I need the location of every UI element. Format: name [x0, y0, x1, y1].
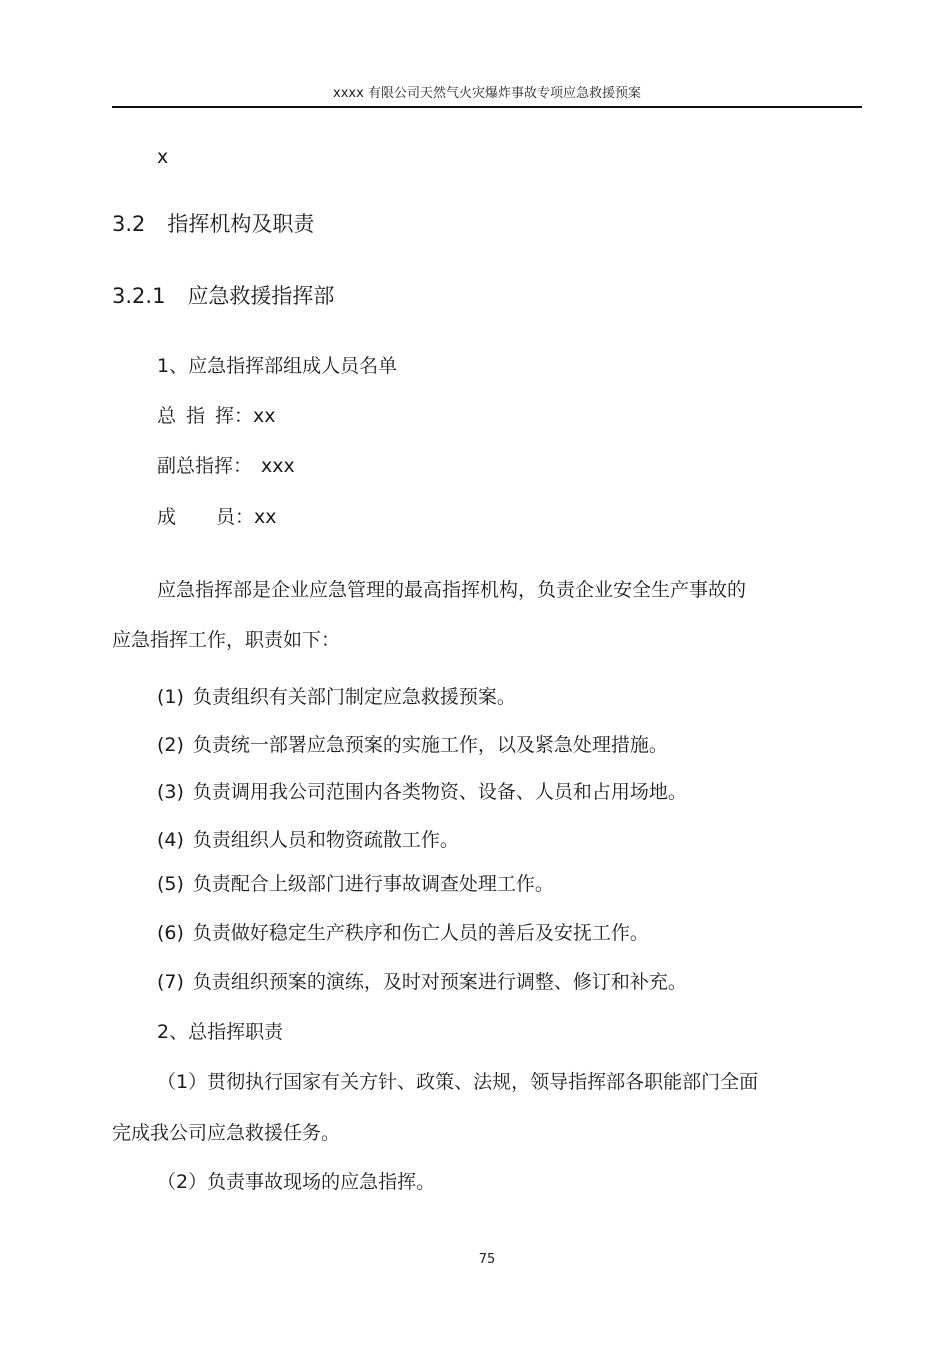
roster-chief — [157, 404, 276, 428]
header-divider — [112, 106, 862, 108]
duty-text: 负责做好稳定生产秩序和伤亡人员的善后及安抚工作。 — [192, 922, 649, 944]
subsection-heading — [112, 283, 334, 309]
roster-member-label-first: 成 — [157, 506, 177, 528]
duty-number: (1) — [157, 686, 184, 708]
duty-text: 负责组织有关部门制定应急救援预案。 — [192, 686, 516, 708]
duty-number: (5) — [157, 873, 184, 895]
chief-duties-heading: 2、总指挥职责 — [157, 1021, 284, 1043]
leading-text: x — [157, 146, 169, 168]
section-number: 3.2 — [112, 212, 146, 236]
duty-item-3 — [157, 780, 687, 804]
roster-chief-label-3: 挥： — [215, 405, 254, 427]
section-heading — [112, 211, 314, 237]
roster-chief-label-2: 指 — [186, 405, 206, 427]
subsection-number: 3.2.1 — [112, 284, 166, 308]
intro-line-2: 应急指挥工作，职责如下： — [112, 629, 341, 651]
duty-item-4 — [157, 828, 459, 852]
intro-line-1: 应急指挥部是企业应急管理的最高指挥机构，负责企业安全生产事故的 — [157, 579, 747, 601]
duty-item-7 — [157, 970, 687, 994]
roster-chief-label-1: 总 — [157, 405, 177, 427]
duty-text: 负责组织预案的演练，及时对预案进行调整、修订和补充。 — [192, 971, 687, 993]
roster-member-label-last: 员： — [216, 506, 255, 528]
duty-item-6 — [157, 921, 649, 945]
chief-duty-1-line-2: 完成我公司应急救援任务。 — [112, 1122, 341, 1144]
duty-number: (6) — [157, 922, 184, 944]
duty-number: (4) — [157, 829, 184, 851]
duty-text: 负责统一部署应急预案的实施工作，以及紧急处理措施。 — [192, 734, 668, 756]
page-number: 75 — [478, 1252, 496, 1267]
page-header-title: xxxx 有限公司天然气火灾爆炸事故专项应急救援预案 — [333, 86, 641, 101]
duty-item-1 — [157, 685, 516, 709]
chief-duty-1-line-1: （1）贯彻执行国家有关方针、政策、法规，领导指挥部各职能部门全面 — [157, 1071, 759, 1093]
duty-text: 负责组织人员和物资疏散工作。 — [192, 829, 459, 851]
chief-duty-2: （2）负责事故现场的应急指挥。 — [157, 1171, 436, 1193]
section-title: 指挥机构及职责 — [167, 212, 315, 236]
duty-text: 负责配合上级部门进行事故调查处理工作。 — [192, 873, 554, 895]
roster-deputy-label: 副总指挥： — [157, 455, 253, 477]
roster-member — [157, 505, 277, 529]
roster-deputy-value: xxx — [261, 455, 295, 477]
duty-item-5 — [157, 872, 554, 896]
subsection-title: 应急救援指挥部 — [187, 284, 335, 308]
duty-number: (2) — [157, 734, 184, 756]
roster-deputy — [157, 454, 295, 478]
roster-chief-value: xx — [253, 405, 276, 427]
duty-text: 负责调用我公司范围内各类物资、设备、人员和占用场地。 — [192, 781, 687, 803]
duty-number: (7) — [157, 971, 184, 993]
roster-member-value: xx — [254, 506, 277, 528]
roster-heading: 1、应急指挥部组成人员名单 — [157, 355, 398, 377]
duty-number: (3) — [157, 781, 184, 803]
duty-item-2 — [157, 733, 668, 757]
